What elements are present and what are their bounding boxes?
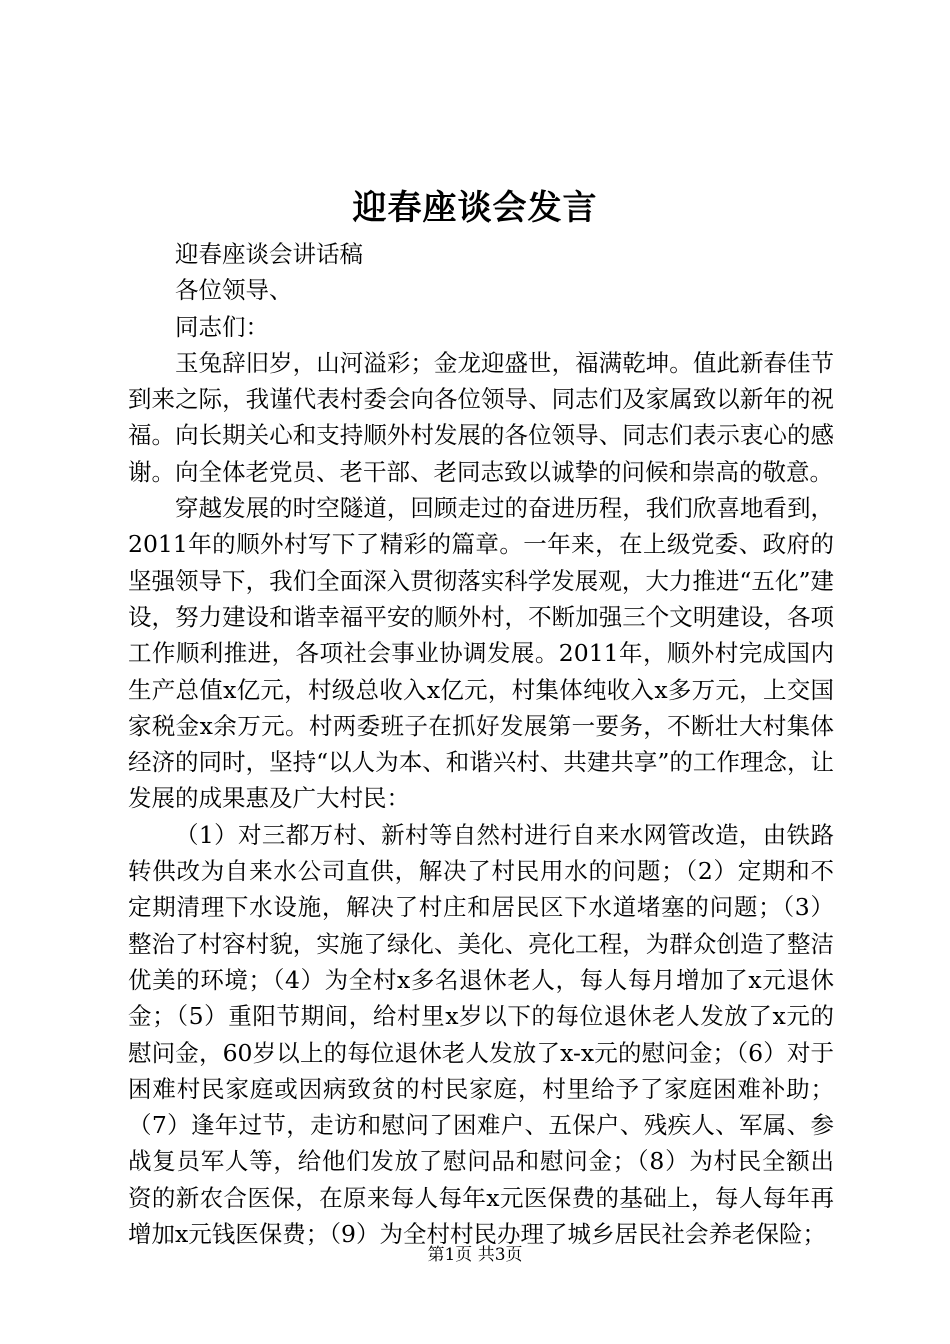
document-body: [128, 236, 834, 1252]
paragraph-review: 穿越发展的时空隧道，回顾走过的奋进历程，我们欣喜地看到，2011年的顺外村写下了精彩的篇章。一年来，在上级党委、政府的坚强领导下，我们全面深入贯彻落实科学发展观，大力推进“五化”建设，努力建设和谐幸福平安的顺外村，不断加强三个文明建设，各项工作顺利推进，各项社会事业协调发展。2011年，顺外村完成国内生产总值x亿元，村级总收入x亿元，村集体纯收入x多万元，上交国家税金x余万元。村两委班子在抓好发展第一要务，不断壮大村集体经济的同时，坚持“以人为本、和谐兴村、共建共享”的工作理念，让发展的成果惠及广大村民：: [128, 494, 834, 813]
paragraph-greeting: 玉兔辞旧岁，山河溢彩；金龙迎盛世，福满乾坤。值此新春佳节到来之际，我谨代表村委会向各位领导、同志们及家属致以新年的祝福。向长期关心和支持顺外村发展的各位领导、同志们表示衷心的感谢。向全体老党员、老干部、老同志致以诚挚的问候和崇高的敬意。: [128, 348, 834, 486]
document-title: 迎春座谈会发言: [352, 188, 598, 228]
page-number-footer: 第1页 共3页: [427, 1245, 523, 1265]
speech-subtitle: 迎春座谈会讲话稿: [175, 240, 363, 268]
salutation-leaders: 各位领导、: [175, 276, 293, 305]
paragraph-achievements-list: （1）对三都万村、新村等自然村进行自来水网管改造，由铁路转供改为自来水公司直供，解决了村民用水的问题；（2）定期和不定期清理下水设施，解决了村庄和居民区下水道堵塞的问题；（3）整治了村容村貌，实施了绿化、美化、亮化工程，为群众创造了整洁优美的环境；（4）为全村x多名退休老人，每人每月增加了x元退休金；（5）重阳节期间，给村里x岁以下的每位退休老人发放了x元的慰问金，60岁以上的每位退休老人发放了x-x元的慰问金；（6）对于困难村民家庭或因病致贫的村民家庭，村里给予了家庭困难补助；（7）逢年过节，走访和慰问了困难户、五保户、残疾人、军属、参战复员军人等，给他们发放了慰问品和慰问金；（8）为村民全额出资的新农合医保，在原来每人每年x元医保费的基础上，每人每年再增加x元钱医保费；（9）为全村村民办理了城乡居民社会养老保险；: [128, 820, 834, 1249]
salutation-comrades: 同志们：: [175, 312, 269, 341]
